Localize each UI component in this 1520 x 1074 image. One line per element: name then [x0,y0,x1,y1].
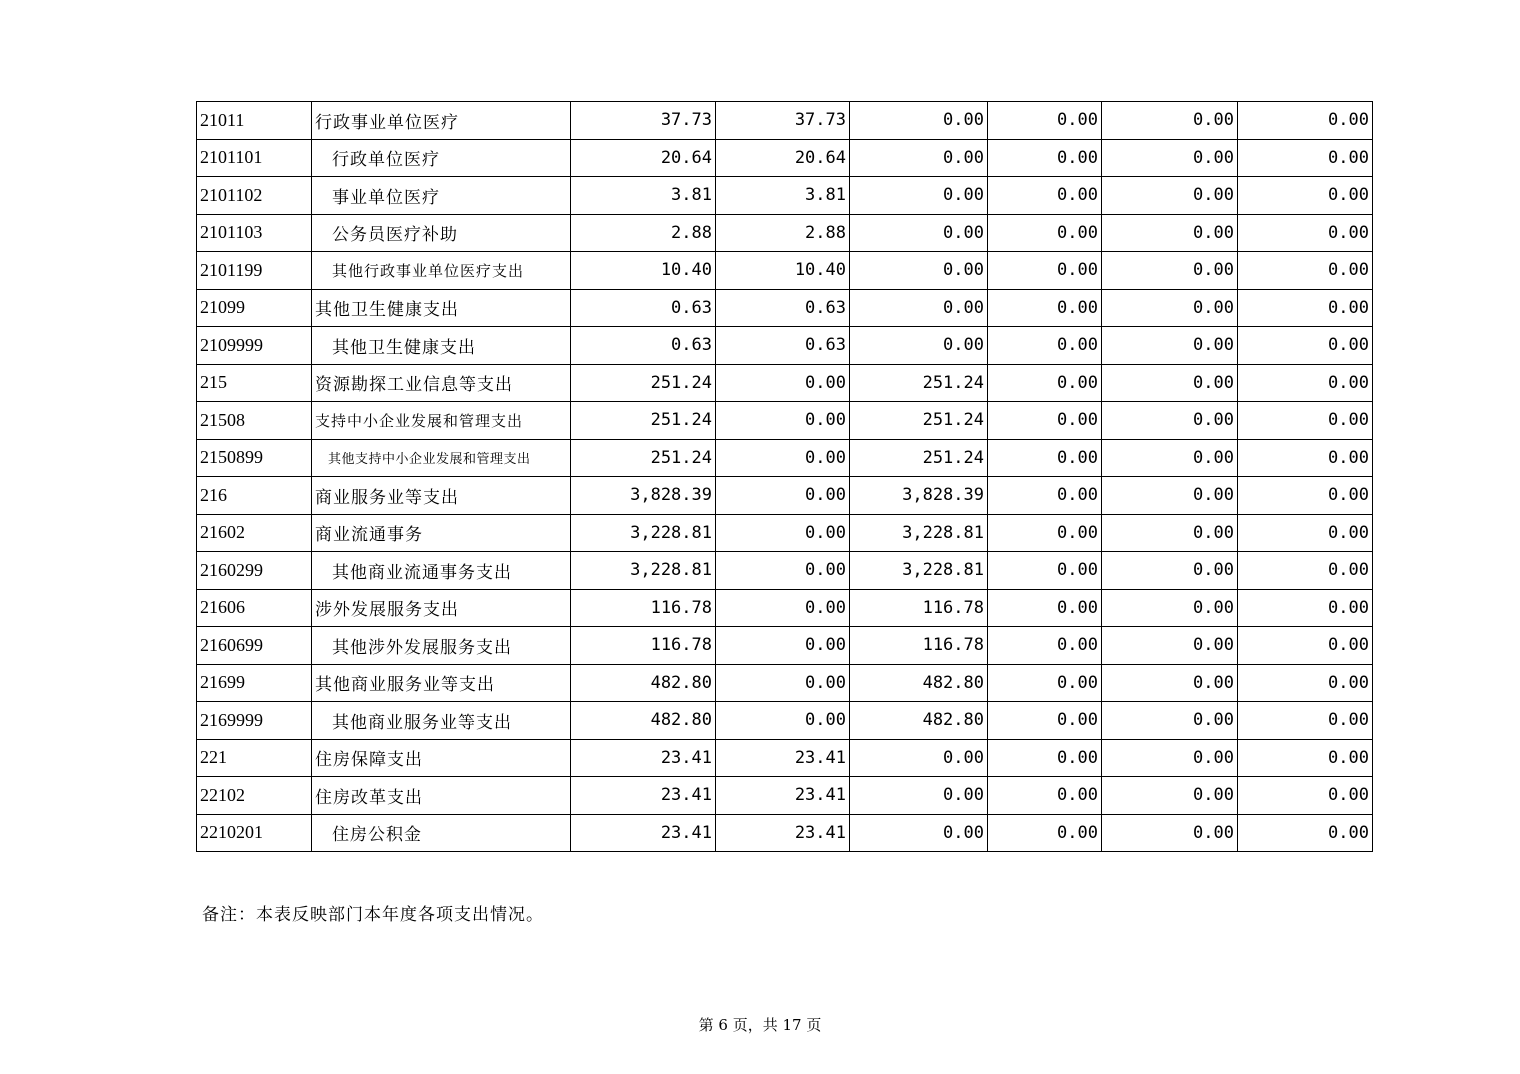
amount-cell: 0.00 [1102,177,1238,215]
amount-cell: 0.00 [988,214,1102,252]
amount-cell: 23.41 [716,814,850,852]
expenditure-table [196,101,1373,852]
amount-cell: 0.00 [1238,589,1373,627]
subject-code: 2109999 [197,327,312,365]
subject-name: 其他商业流通事务支出 [312,552,571,590]
amount-cell: 116.78 [850,627,988,665]
amount-cell: 37.73 [716,102,850,140]
amount-cell: 0.00 [1238,664,1373,702]
amount-cell: 3,228.81 [571,514,716,552]
subject-code: 2101101 [197,139,312,177]
amount-cell: 0.00 [850,814,988,852]
amount-cell: 0.00 [716,589,850,627]
table-row [197,402,1373,440]
subject-name: 行政事业单位医疗 [312,102,571,140]
amount-cell: 0.00 [988,664,1102,702]
amount-cell: 0.00 [1238,739,1373,777]
amount-cell: 23.41 [716,777,850,815]
amount-cell: 251.24 [571,364,716,402]
amount-cell: 0.00 [1238,402,1373,440]
subject-code: 21099 [197,289,312,327]
amount-cell: 0.00 [1238,702,1373,740]
amount-cell: 0.00 [1238,777,1373,815]
subject-name: 公务员医疗补助 [312,214,571,252]
amount-cell: 482.80 [571,664,716,702]
table-row [197,627,1373,665]
amount-cell: 251.24 [571,402,716,440]
amount-cell: 116.78 [571,589,716,627]
amount-cell: 23.41 [571,739,716,777]
subject-name: 商业服务业等支出 [312,477,571,515]
amount-cell: 0.00 [850,289,988,327]
amount-cell: 0.00 [988,327,1102,365]
amount-cell: 0.00 [1238,514,1373,552]
subject-name: 其他行政事业单位医疗支出 [312,252,571,290]
subject-name: 其他涉外发展服务支出 [312,627,571,665]
amount-cell: 0.00 [1102,514,1238,552]
table-row [197,102,1373,140]
amount-cell: 0.00 [716,477,850,515]
amount-cell: 0.00 [988,177,1102,215]
amount-cell: 0.00 [1238,327,1373,365]
amount-cell: 0.00 [1102,777,1238,815]
amount-cell: 251.24 [850,439,988,477]
amount-cell: 116.78 [850,589,988,627]
amount-cell: 0.00 [1102,439,1238,477]
amount-cell: 20.64 [716,139,850,177]
table-row [197,289,1373,327]
subject-name: 住房公积金 [312,814,571,852]
amount-cell: 10.40 [571,252,716,290]
amount-cell: 0.00 [1102,102,1238,140]
amount-cell: 0.00 [988,139,1102,177]
amount-cell: 482.80 [571,702,716,740]
amount-cell: 0.00 [1102,289,1238,327]
amount-cell: 0.00 [1102,252,1238,290]
amount-cell: 0.00 [988,514,1102,552]
amount-cell: 0.00 [716,627,850,665]
amount-cell: 3.81 [716,177,850,215]
amount-cell: 0.00 [1102,589,1238,627]
amount-cell: 0.00 [1238,139,1373,177]
amount-cell: 0.00 [988,439,1102,477]
amount-cell: 0.63 [716,289,850,327]
amount-cell: 3,828.39 [850,477,988,515]
amount-cell: 0.00 [1238,552,1373,590]
amount-cell: 0.00 [1238,102,1373,140]
amount-cell: 0.00 [988,102,1102,140]
table-row [197,439,1373,477]
subject-code: 221 [197,739,312,777]
amount-cell: 10.40 [716,252,850,290]
subject-name: 支持中小企业发展和管理支出 [312,402,571,440]
amount-cell: 116.78 [571,627,716,665]
amount-cell: 0.00 [988,702,1102,740]
amount-cell: 0.00 [1102,477,1238,515]
amount-cell: 0.00 [1102,739,1238,777]
amount-cell: 3,228.81 [571,552,716,590]
amount-cell: 251.24 [850,364,988,402]
amount-cell: 0.00 [716,439,850,477]
amount-cell: 0.00 [1238,177,1373,215]
amount-cell: 0.00 [850,177,988,215]
table-row [197,477,1373,515]
amount-cell: 0.00 [1102,139,1238,177]
amount-cell: 0.00 [1102,664,1238,702]
amount-cell: 23.41 [571,814,716,852]
amount-cell: 0.00 [1102,364,1238,402]
subject-code: 2210201 [197,814,312,852]
subject-code: 21606 [197,589,312,627]
amount-cell: 0.00 [716,402,850,440]
amount-cell: 251.24 [571,439,716,477]
amount-cell: 23.41 [716,739,850,777]
amount-cell: 0.00 [988,289,1102,327]
amount-cell: 0.00 [988,589,1102,627]
subject-code: 2150899 [197,439,312,477]
amount-cell: 0.00 [716,702,850,740]
table-row [197,252,1373,290]
amount-cell: 0.00 [1238,439,1373,477]
amount-cell: 0.00 [988,402,1102,440]
amount-cell: 0.00 [1238,214,1373,252]
subject-code: 216 [197,477,312,515]
subject-name: 事业单位医疗 [312,177,571,215]
amount-cell: 0.00 [1102,552,1238,590]
subject-code: 215 [197,364,312,402]
table-row [197,364,1373,402]
amount-cell: 0.00 [1102,214,1238,252]
subject-code: 2101199 [197,252,312,290]
amount-cell: 251.24 [850,402,988,440]
subject-code: 2160299 [197,552,312,590]
subject-code: 22102 [197,777,312,815]
amount-cell: 0.00 [1238,627,1373,665]
amount-cell: 0.00 [1102,627,1238,665]
table-row [197,777,1373,815]
amount-cell: 2.88 [571,214,716,252]
table-row [197,327,1373,365]
amount-cell: 0.00 [988,364,1102,402]
amount-cell: 482.80 [850,702,988,740]
subject-code: 21602 [197,514,312,552]
amount-cell: 0.00 [850,139,988,177]
table-row [197,139,1373,177]
amount-cell: 0.63 [571,327,716,365]
amount-cell: 0.00 [988,814,1102,852]
amount-cell: 37.73 [571,102,716,140]
amount-cell: 3,228.81 [850,552,988,590]
amount-cell: 0.00 [850,252,988,290]
subject-name: 其他商业服务业等支出 [312,664,571,702]
amount-cell: 0.63 [716,327,850,365]
amount-cell: 0.00 [716,552,850,590]
subject-code: 21508 [197,402,312,440]
subject-name: 行政单位医疗 [312,139,571,177]
subject-name: 其他卫生健康支出 [312,289,571,327]
amount-cell: 23.41 [571,777,716,815]
page-number: 第 6 页，共 17 页 [698,1016,822,1034]
amount-cell: 0.00 [716,364,850,402]
amount-cell: 0.00 [988,739,1102,777]
table-row [197,739,1373,777]
subject-code: 2169999 [197,702,312,740]
amount-cell: 482.80 [850,664,988,702]
table-row [197,552,1373,590]
subject-name: 资源勘探工业信息等支出 [312,364,571,402]
table-note: 备注：本表反映部门本年度各项支出情况。 [202,905,544,925]
table-body [197,102,1373,852]
amount-cell: 0.00 [716,514,850,552]
subject-name: 其他支持中小企业发展和管理支出 [312,439,571,477]
amount-cell: 0.00 [716,664,850,702]
amount-cell: 0.00 [1102,402,1238,440]
amount-cell: 0.00 [850,777,988,815]
table-row [197,214,1373,252]
subject-code: 2101102 [197,177,312,215]
subject-name: 其他商业服务业等支出 [312,702,571,740]
amount-cell: 0.00 [1238,289,1373,327]
subject-code: 21011 [197,102,312,140]
table-row [197,589,1373,627]
amount-cell: 0.00 [988,252,1102,290]
subject-name: 住房保障支出 [312,739,571,777]
subject-code: 2101103 [197,214,312,252]
amount-cell: 0.00 [850,102,988,140]
amount-cell: 0.00 [1102,702,1238,740]
amount-cell: 20.64 [571,139,716,177]
subject-name: 涉外发展服务支出 [312,589,571,627]
amount-cell: 3.81 [571,177,716,215]
amount-cell: 0.00 [1238,814,1373,852]
amount-cell: 0.00 [850,214,988,252]
amount-cell: 0.63 [571,289,716,327]
amount-cell: 0.00 [1102,814,1238,852]
subject-code: 2160699 [197,627,312,665]
amount-cell: 0.00 [850,327,988,365]
amount-cell: 0.00 [1238,477,1373,515]
amount-cell: 0.00 [988,552,1102,590]
table-row [197,814,1373,852]
amount-cell: 0.00 [1238,252,1373,290]
subject-name: 其他卫生健康支出 [312,327,571,365]
amount-cell: 0.00 [988,777,1102,815]
amount-cell: 3,228.81 [850,514,988,552]
subject-code: 21699 [197,664,312,702]
table-row [197,177,1373,215]
amount-cell: 0.00 [988,477,1102,515]
subject-name: 住房改革支出 [312,777,571,815]
amount-cell: 0.00 [1102,327,1238,365]
amount-cell: 0.00 [988,627,1102,665]
subject-name: 商业流通事务 [312,514,571,552]
amount-cell: 0.00 [850,739,988,777]
table-row [197,514,1373,552]
amount-cell: 2.88 [716,214,850,252]
table-row [197,702,1373,740]
amount-cell: 3,828.39 [571,477,716,515]
table-row [197,664,1373,702]
amount-cell: 0.00 [1238,364,1373,402]
